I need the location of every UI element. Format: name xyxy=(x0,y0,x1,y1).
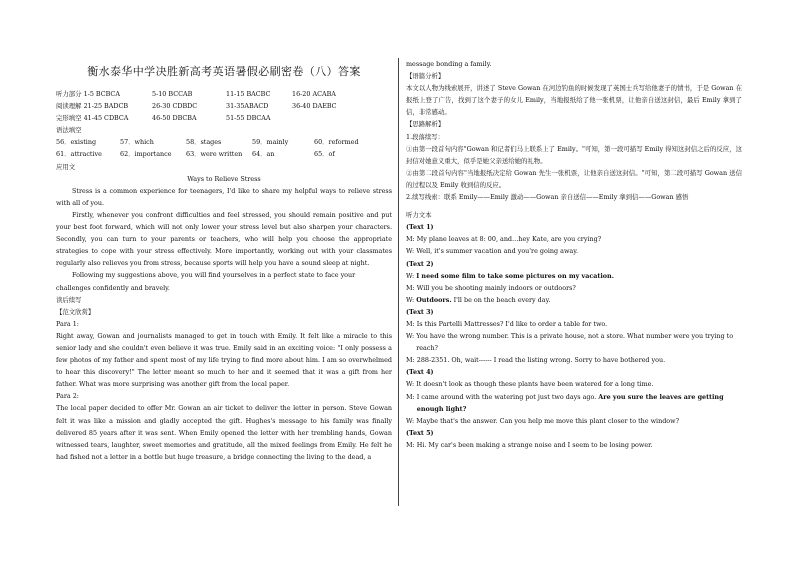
essay-paragraph: challenges confidently and bravely. xyxy=(56,283,170,292)
utterance: You have the wrong number. This is a private house, not a store. What number were you trying to reach? xyxy=(416,332,734,353)
essay-paragraph: Firstly, whenever you confront difficulties and feel stressed, you should remain positive and put your best foot forward, which will not only lower your stress level but also sharpen your characters. Secondly, you can turn to your parents or teachers, who will help you choose the appropriate strategies to cope with your stress effectively. More importantly, working out with your classmates regularly also relieves you from stress, because sports will help you have a sound sleep at night. xyxy=(56,210,392,268)
utterance: Hi. My car's been making a strange noise and I seem to be losing power. xyxy=(416,440,653,449)
answer-cell: 51-55 DBCAA xyxy=(226,114,271,123)
answer-cell: 16-20 ACABA xyxy=(292,90,336,98)
text-label: (Text 2) xyxy=(406,259,434,268)
left-column xyxy=(56,64,392,463)
listening-heading: 听力文本 xyxy=(406,211,432,220)
grammar-answers-row xyxy=(56,148,392,160)
answer-cell: 56．existing xyxy=(56,138,97,147)
right-column xyxy=(406,58,742,451)
utterance: Will you be shooting mainly indoors or outdoors? xyxy=(416,283,576,292)
answer-cell: 61．attractive xyxy=(56,150,102,159)
speaker: M: xyxy=(406,283,415,292)
answer-cell: 46-50 DBCBA xyxy=(152,114,197,123)
utterance: My plane leaves at 8: 00, and…hey Kate, are you crying? xyxy=(416,235,602,244)
speaker: W: xyxy=(406,247,415,256)
column-divider xyxy=(398,58,399,506)
answer-cell: 11-15 BACBC xyxy=(226,90,271,98)
dialogue-line xyxy=(406,270,742,282)
answer-cell: 62．importance xyxy=(120,150,172,159)
text-label: (Text 5) xyxy=(406,428,434,437)
answer-cell: 5-10 BCCAB xyxy=(152,90,193,98)
reading-answers-row xyxy=(56,100,392,112)
speaker: M: xyxy=(406,235,415,244)
dialogue-line xyxy=(406,318,742,330)
model-heading: 【范文欣赏】 xyxy=(56,307,95,316)
grammar-answers-row xyxy=(56,136,392,148)
answer-cell: 63．were written xyxy=(186,150,243,159)
answer-cell: 64．an xyxy=(252,150,275,159)
answer-cell: 26-30 CDBDC xyxy=(152,102,198,111)
cloze-answers-row xyxy=(56,112,392,124)
thinking-item: 2.续写线索：联系 Emily——Emily 激动——Gowan 亲自送信——Emily 拿到信——Gowan 感悟 xyxy=(406,193,689,202)
answer-cell: 31-35ABACD xyxy=(226,102,269,111)
analysis-text: 本文以人物为线索展开，讲述了 Steve Gowan 在河边钓鱼的时候发现了英国士兵写给他妻子的情书，于是 Gowan 在报纸上登了广告，找到了这个妻子的女儿 Emily，当地报纸给了他一张机票，让他亲自送这封信，最后 Emily 拿到了信，非常感动。 xyxy=(406,84,742,117)
dialogue-line xyxy=(406,294,742,306)
utterance-bold: I need some film to take some pictures on my vacation. xyxy=(416,271,614,280)
dialogue-line xyxy=(406,233,742,245)
text-label: (Text 3) xyxy=(406,307,434,316)
application-heading: 应用文 xyxy=(56,162,76,171)
thinking-item: 1.段落续写： xyxy=(406,132,445,141)
speaker: M: xyxy=(406,356,415,365)
dialogue-line xyxy=(406,378,742,390)
speaker: M: xyxy=(406,440,415,449)
thinking-heading: 【思路解析】 xyxy=(406,120,445,129)
text-label: (Text 1) xyxy=(406,223,434,232)
continuation-heading: 读后续写 xyxy=(56,295,82,304)
dialogue-line xyxy=(406,330,742,354)
answer-cell: 听力部分 1-5 BCBCA xyxy=(56,90,120,98)
utterance: Well, it's summer vacation and you're going away. xyxy=(416,247,579,256)
utterance: Maybe that's the answer. Can you help me move this plant closer to the window? xyxy=(416,416,680,425)
speaker: W: xyxy=(406,416,415,425)
answer-cell: 36-40 DAEBC xyxy=(292,102,337,111)
listening-answers-row xyxy=(56,88,392,100)
answer-cell: 57．which xyxy=(120,138,154,147)
analysis-heading: 【语篇分析】 xyxy=(406,72,445,81)
dialogue-line xyxy=(406,282,742,294)
text-label: (Text 4) xyxy=(406,368,434,377)
answer-cell: 60．reformed xyxy=(314,138,359,147)
dialogue-line xyxy=(406,245,742,257)
essay-paragraph: Stress is a common experience for teenagers, I'd like to share my helpful ways to relieve stress with all of you. xyxy=(56,186,392,207)
answer-cell: 完形填空 41-45 CDBCA xyxy=(56,114,129,123)
utterance: It doesn't look as though these plants have been watered for a long time. xyxy=(416,380,654,389)
continuation-tail: message bonding a family. xyxy=(406,60,492,68)
listening-transcript xyxy=(406,221,742,451)
speaker: W: xyxy=(406,295,415,304)
thinking-item: ①由第一段首句内容"Gowan 和记者们马上联系上了 Emily。"可知，第一段可描写 Emily 得知这封信之后的反应，这封信对她意义重大，似乎是她父亲送给她的礼物。 xyxy=(406,144,742,165)
speaker: W: xyxy=(406,271,415,280)
essay-title: Ways to Relieve Stress xyxy=(187,174,261,183)
answer-cell: 阅读理解 21-25 BADCB xyxy=(56,102,129,111)
para-label: Para 1: xyxy=(56,319,79,328)
dialogue-line xyxy=(406,415,742,427)
para-label: Para 2: xyxy=(56,392,79,401)
utterance: Is this Partelli Mattresses? I'd like to order a table for two. xyxy=(416,319,608,328)
grammar-heading: 语法填空 xyxy=(56,126,82,135)
dialogue-line xyxy=(406,354,742,366)
utterance-bold: Outdoors. xyxy=(416,295,452,304)
answer-cell: 59．mainly xyxy=(252,138,289,147)
speaker: M: xyxy=(406,392,415,401)
thinking-item: ②由第二段首句内容"当地报纸决定给 Gowan 先生一张机票，让他亲自送这封信。"可知，第二段可描写 Gowan 送信的过程以及 Emily 收到信的反应。 xyxy=(406,168,742,189)
utterance-bold: Are you sure the leaves are getting enough light? xyxy=(416,392,724,413)
speaker: W: xyxy=(406,332,415,341)
essay-paragraph: Following my suggestions above, you will find yourselves in a perfect state to face your xyxy=(72,271,356,280)
utterance: I'll be on the beach every day. xyxy=(451,295,551,304)
dialogue-line xyxy=(406,391,742,415)
utterance: I came around with the watering pot just two days ago. xyxy=(416,392,599,401)
speaker: W: xyxy=(406,380,415,389)
speaker: M: xyxy=(406,319,415,328)
answer-cell: 58．stages xyxy=(186,138,222,147)
answer-cell: 65．of xyxy=(314,150,335,159)
dialogue-line xyxy=(406,439,742,451)
continuation-paragraph: The local paper decided to offer Mr. Gowan an air ticket to deliver the letter in person. Steve Gowan felt it was like a mission and gladly accepted the gift. Hughes's message to his family was finally delivered 85 years after it was sent. When Emily opened the letter with her trembling hands, Gowan witnessed tears, laughter, sweet memories and gratitude, all the mixed feelings from Emily. He felt he had fished not a letter in a bottle but huge treasure, a bridge connecting the living to the dead, a xyxy=(56,404,392,461)
continuation-paragraph: Right away, Gowan and journalists managed to get in touch with Emily. It felt like a miracle to this senior lady and she couldn't even believe it was true. Emily said in an exciting voice: "I only possess a few photos of my father and spent most of my life trying to find more about him. I am so overwhelmed to hear this discovery!" The letter meant so much to her and it seemed that it was a gift from her father. What was more surprising was another gift from the local paper. xyxy=(56,331,392,389)
document-title: 衡水泰华中学决胜新高考英语暑假必刷密卷（八）答案 xyxy=(87,65,361,78)
utterance: 288-2351. Oh, wait------ I read the listing wrong. Sorry to have bothered you. xyxy=(416,356,666,365)
